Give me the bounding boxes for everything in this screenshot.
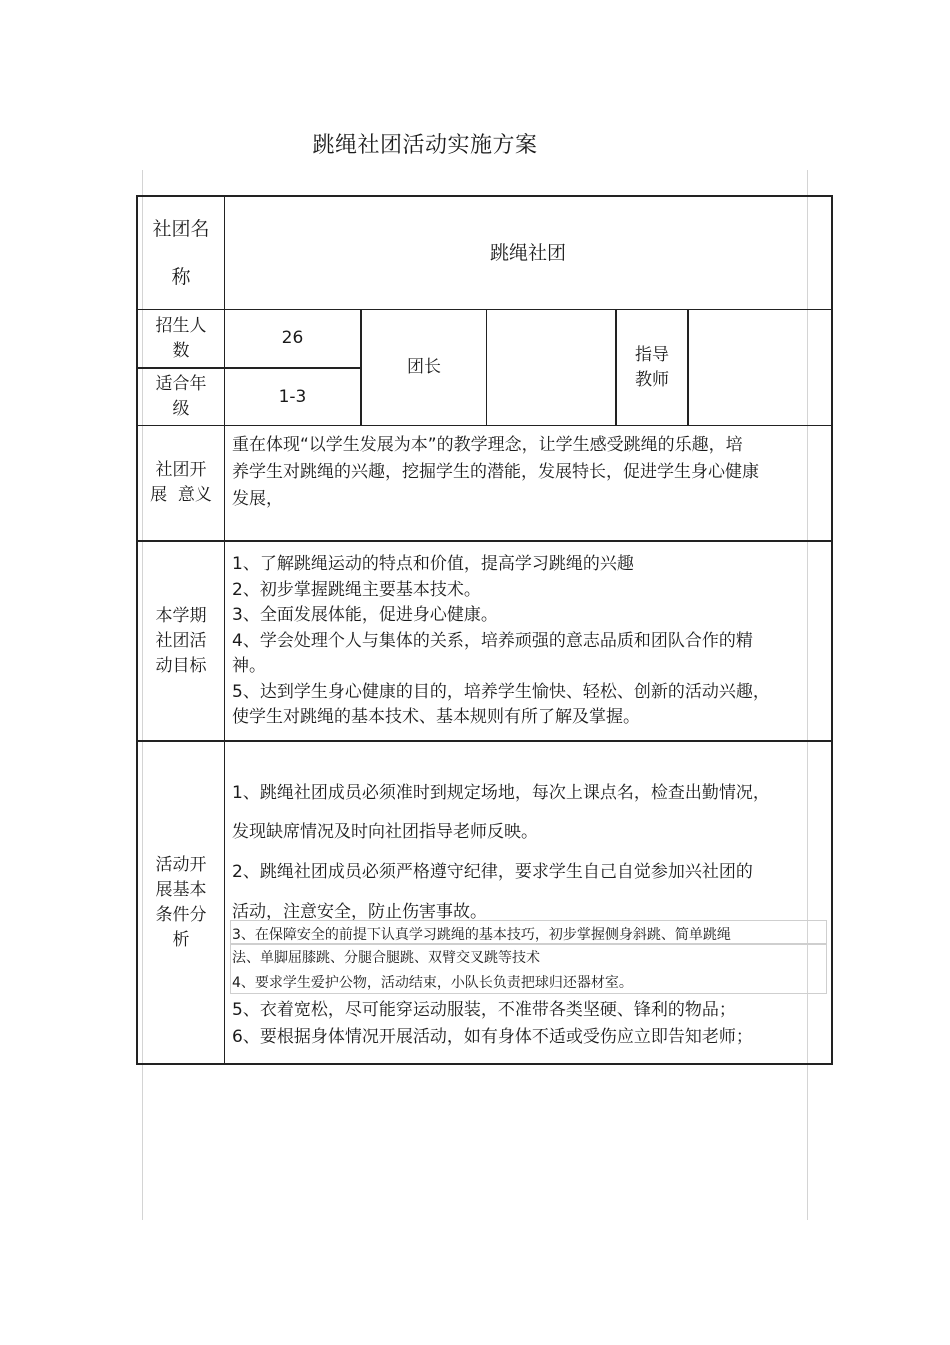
goal-item: 3、全面发展体能，促进身心健康。 — [232, 605, 498, 625]
condition-item: 6、要根据身体情况开展活动，如有身体不适或受伤应立即告知老师； — [232, 1027, 753, 1047]
grade-label-line2: 级 — [172, 399, 190, 419]
goals-label-line3: 动目标 — [155, 655, 207, 676]
goals-text — [232, 552, 828, 731]
club-name-label-line1: 社团名 — [152, 218, 210, 240]
condition-item: 1、跳绳社团成员必须准时到规定场地，每次上课点名，检查出勤情况， — [232, 783, 770, 803]
leader-label: 团长 — [407, 357, 441, 377]
teacher-label-line1: 指导 — [635, 344, 669, 365]
enrollment-label-line2: 数 — [172, 340, 190, 361]
significance-line: 发展， — [232, 489, 283, 509]
table-rule — [831, 195, 833, 1065]
table-rule — [136, 1063, 833, 1065]
significance-label-line2: 展 意义 — [150, 485, 212, 505]
conditions-label-line3: 条件分 — [155, 904, 207, 925]
condition-item: 2、跳绳社团成员必须严格遵守纪律，要求学生自己自觉参加兴社团的 — [232, 862, 753, 882]
significance-line: 重在体现“以学生发展为本”的教学理念，让学生感受跳绳的乐趣，培 — [232, 435, 743, 455]
goal-item: 1、了解跳绳运动的特点和价值，提高学习跳绳的兴趣 — [232, 554, 634, 574]
grade-label — [138, 369, 224, 425]
club-name-value: 跳绳社团 — [489, 241, 566, 264]
significance-line: 养学生对跳绳的兴趣，挖掘学生的潜能，发展特长，促进学生身心健康 — [232, 462, 759, 482]
condition-item: 4、要求学生爱护公物，活动结束，小队长负责把球归还器材室。 — [232, 975, 633, 991]
goals-label-line2: 社团活 — [155, 630, 207, 651]
goals-label-line1: 本学期 — [155, 605, 207, 626]
condition-item: 5、衣着宽松，尽可能穿运动服装，不准带各类坚硬、锋利的物品； — [232, 1000, 736, 1020]
conditions-label — [138, 742, 224, 1063]
conditions-label-line1: 活动开 — [155, 854, 207, 875]
club-name-label — [138, 197, 224, 309]
teacher-value — [689, 310, 831, 425]
condition-item: 3、在保障安全的前提下认真学习跳绳的基本技巧，初步掌握侧身斜跳、简单跳绳 — [232, 927, 731, 943]
goal-item: 2、初步掌握跳绳主要基本技术。 — [232, 579, 481, 600]
grade-label-line1: 适合年 — [155, 374, 207, 394]
table-rule — [136, 740, 833, 742]
goal-item: 使学生对跳绳的基本技术、基本规则有所了解及掌握。 — [232, 707, 640, 727]
condition-item: 活动，注意安全，防止伤害事故。 — [232, 902, 487, 922]
conditions-label-line4: 析 — [172, 929, 190, 950]
grade-value: 1-3 — [278, 386, 307, 407]
condition-item: 发现缺席情况及时向社团指导老师反映。 — [232, 822, 538, 842]
goal-item: 5、达到学生身心健康的目的，培养学生愉快、轻松、创新的活动兴趣， — [232, 681, 770, 702]
significance-text — [232, 432, 828, 513]
goals-label — [138, 542, 224, 740]
teacher-label-line2: 教师 — [635, 369, 669, 390]
club-name-label-line2: 称 — [171, 266, 191, 288]
condition-item: 法、单脚屈膝跳、分腿合腿跳、双臂交叉跳等技术 — [232, 950, 540, 966]
goal-item: 神。 — [232, 656, 266, 676]
enrollment-label — [138, 310, 224, 367]
enrollment-value: 26 — [281, 328, 304, 348]
document-title: 跳绳社团活动实施方案 — [312, 133, 538, 158]
enrollment-label-line1: 招生人 — [155, 315, 207, 336]
table-rule — [136, 540, 833, 542]
significance-label — [138, 426, 224, 540]
conditions-label-line2: 展基本 — [155, 879, 207, 900]
significance-label-line1: 社团开 — [155, 460, 207, 480]
teacher-label — [617, 310, 687, 425]
leader-value — [487, 310, 615, 425]
goal-item: 4、学会处理个人与集体的关系，培养顽强的意志品质和团队合作的精 — [232, 630, 753, 651]
table-rule — [136, 425, 833, 426]
